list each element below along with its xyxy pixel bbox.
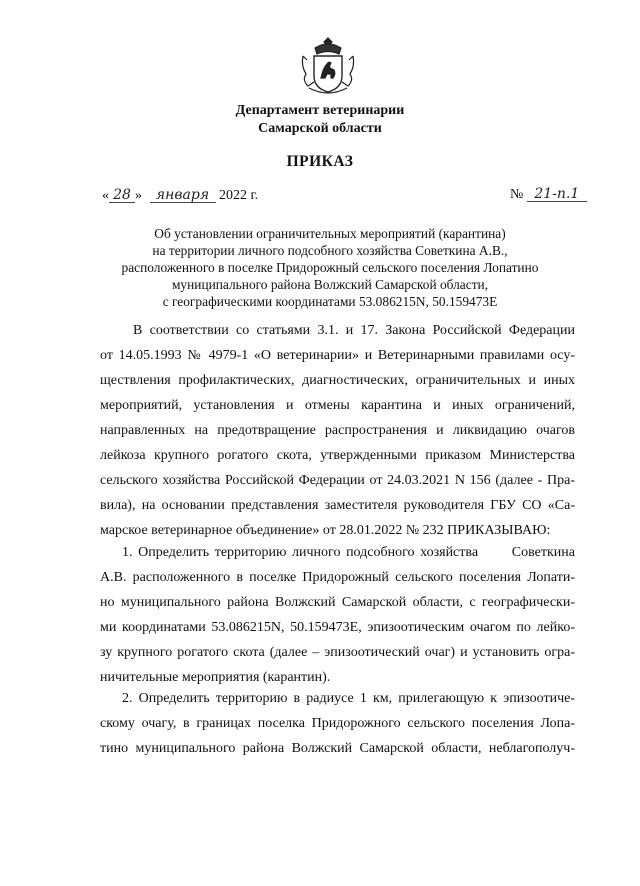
subject-line: расположенного в поселке Придорожный сельского поселения Лопатино: [121, 260, 539, 275]
paragraph-line: В соответствии со статьями 3.1. и 17. Закона Российской Федерации: [133, 323, 575, 338]
number-prefix: №: [510, 187, 524, 202]
paragraph-line: ми координатами 53.086215N, 50.159473E, эпизоотическим очагом по лейко-: [100, 620, 575, 635]
paragraph-line: ществления профилактических, диагностических, ограничительных и иных: [100, 373, 575, 388]
department-name-line1: Департамент ветеринарии: [235, 103, 405, 118]
paragraph-line: А.В. расположенного в поселке Придорожный сельского поселения Лопати-: [100, 570, 575, 585]
paragraph-line: 1. Определить территорию личного подсобного хозяйства Советкина: [122, 545, 575, 560]
date-month: января: [150, 188, 216, 203]
paragraph-line: ничительные мероприятия (карантин).: [100, 670, 331, 685]
paragraph-line: 2. Определить территорию в радиусе 1 км, прилегающую к эпизоотиче-: [122, 691, 575, 706]
number-value: 21-п.1: [527, 187, 587, 202]
subject-line: муниципального района Волжский Самарской области,: [171, 277, 489, 292]
paragraph-line: вила), на основании представления заместителя руководителя ГБУ СО «Са-: [100, 498, 575, 513]
paragraph-line: мероприятий, установления и отмены карантина и иных ограничений,: [100, 398, 575, 413]
document-title: ПРИКАЗ: [286, 153, 354, 170]
paragraph-line: от 14.05.1993 № 4979-1 «О ветеринарии» и Ветеринарными правилами осу-: [100, 348, 575, 363]
paragraph-line: зу крупного рогатого скота (далее – эпизоотический очаг) и установить огра-: [100, 645, 575, 660]
item-2-paragraph: [100, 686, 575, 761]
paragraph-line: направленных на предотвращение распространения и ликвидацию очагов: [100, 423, 575, 438]
department-name-line2: Самарской области: [258, 121, 382, 136]
order-subject: [100, 225, 560, 310]
paragraph-line: марское ветеринарное объединение» от 28.01.2022 № 232 ПРИКАЗЫВАЮ:: [100, 523, 551, 538]
order-number: [510, 187, 587, 203]
intro-paragraph: [100, 318, 575, 543]
paragraph-line: но муниципального района Волжский Самарской области, с географически-: [100, 595, 575, 610]
subject-line: с географическими координатами 53.086215N, 50.159473E: [162, 294, 498, 309]
date-open-quote: «: [102, 188, 109, 203]
subject-line: на территории личного подсобного хозяйства Советкина А.В.,: [152, 243, 508, 258]
date-close-quote: »: [135, 188, 142, 203]
coat-of-arms-icon: [299, 36, 357, 98]
subject-line: Об установлении ограничительных мероприятий (карантина): [154, 226, 506, 241]
date-year: 2022 г.: [219, 188, 259, 203]
paragraph-line: тино муниципального района Волжский Самарской области, неблагополуч-: [100, 741, 575, 756]
item-1-paragraph: [100, 540, 575, 690]
paragraph-line: сельского хозяйства Российской Федерации от 24.03.2021 N 156 (далее - Пра-: [100, 473, 575, 488]
date-day: 28: [109, 188, 135, 203]
order-date: [102, 188, 258, 204]
paragraph-line: лейкоза крупного рогатого скота, утвержденными приказом Министерства: [100, 448, 575, 463]
paragraph-line: скому очагу, в границах поселка Придорожного сельского поселения Лопа-: [100, 716, 575, 731]
